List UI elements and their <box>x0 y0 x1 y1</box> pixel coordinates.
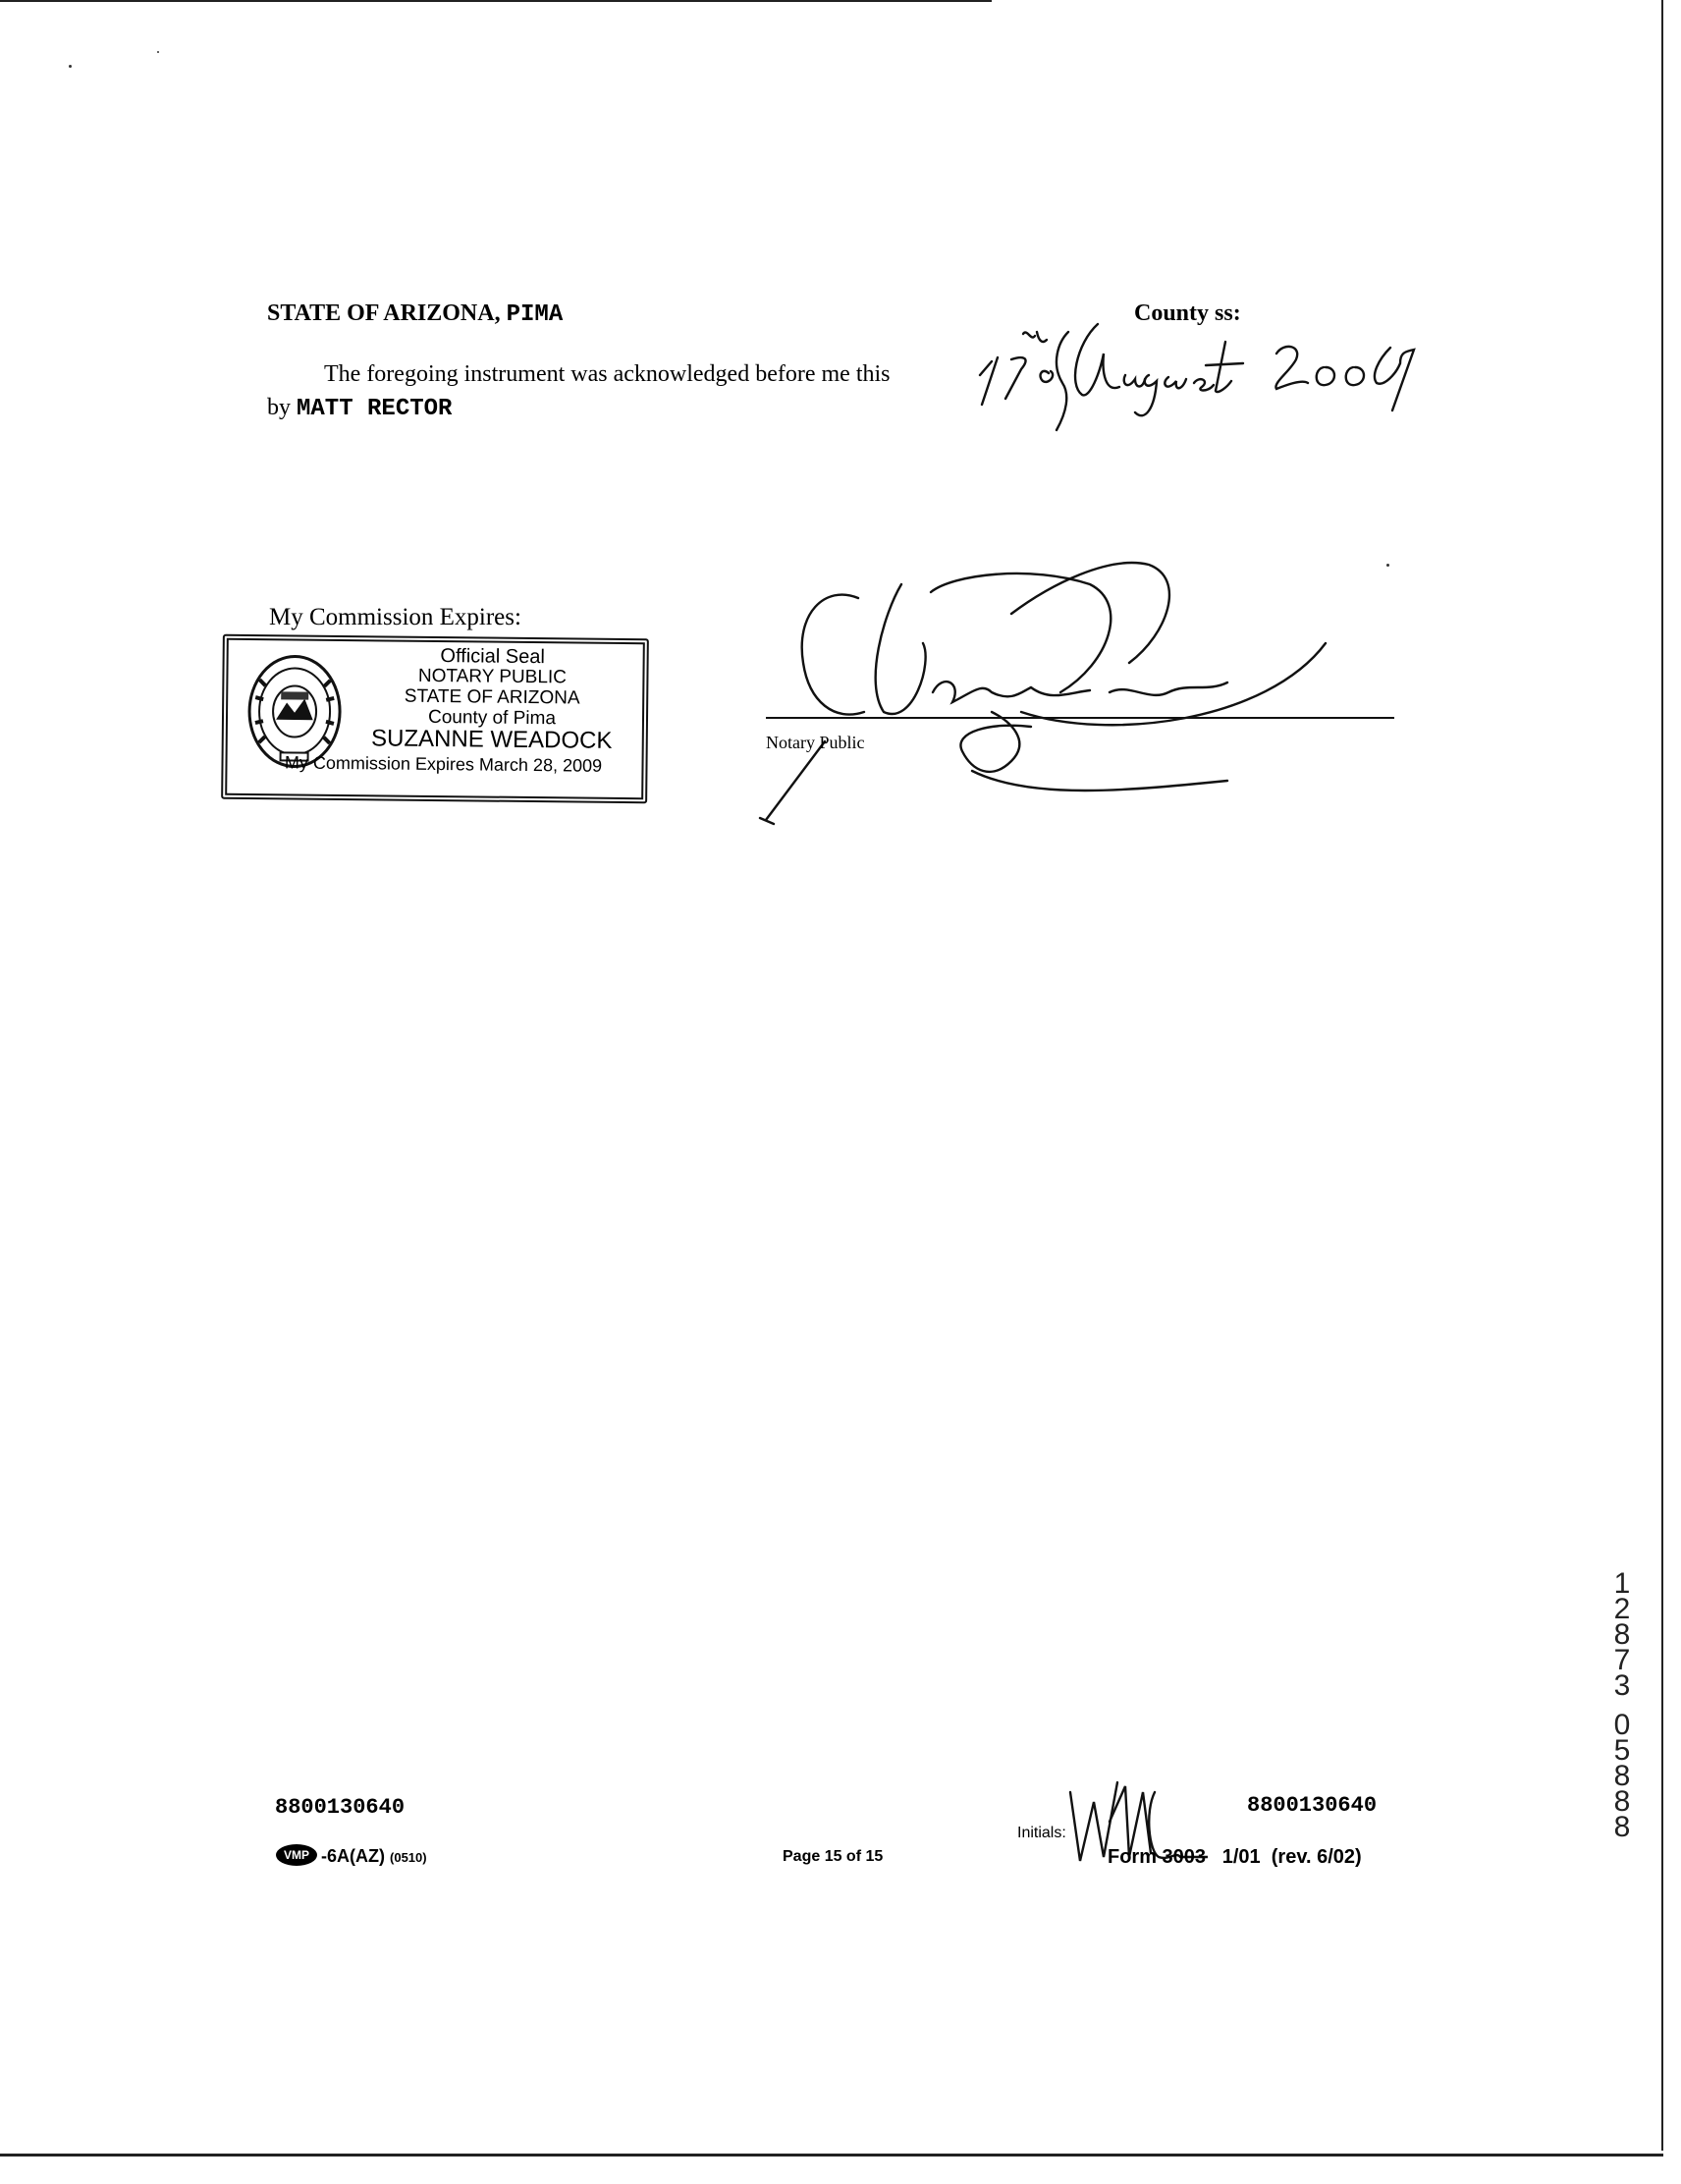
form-code-main: -6A(AZ) <box>321 1846 385 1866</box>
scan-speck <box>69 65 72 68</box>
recording-number-stamp <box>1602 1567 1642 1843</box>
scan-right-border <box>1661 0 1663 2151</box>
stamp-digit: 8 <box>1613 1811 1631 1843</box>
commission-expires-label: My Commission Expires: <box>269 604 521 630</box>
form-code-small: (0510) <box>390 1850 427 1865</box>
scan-speck <box>157 51 159 53</box>
initials-label: Initials: <box>1017 1825 1066 1841</box>
stamp-digit: 0 <box>1613 1709 1631 1741</box>
by-prefix: by <box>267 395 291 420</box>
seal-notary-public: NOTARY PUBLIC <box>417 665 568 688</box>
page-number: Page 15 of 15 <box>783 1848 884 1865</box>
stamp-digit: 2 <box>1613 1593 1631 1625</box>
stamp-digit: 5 <box>1613 1734 1631 1767</box>
scan-bottom-border <box>0 2154 1663 2157</box>
stamp-digit: 8 <box>1613 1618 1631 1651</box>
acknowledged-by <box>267 395 452 422</box>
county-name: PIMA <box>506 301 564 328</box>
seal-state: STATE OF ARIZONA <box>404 685 580 709</box>
notary-public-label: Notary Public <box>766 733 865 752</box>
acknowledgment-text: The foregoing instrument was acknowledged before me this <box>324 361 891 387</box>
vmp-logo-icon <box>275 1843 318 1869</box>
vmp-logo-text: VMP <box>283 1848 310 1862</box>
county-ss: County ss: <box>1134 300 1241 326</box>
loan-number-right: 8800130640 <box>1247 1793 1378 1818</box>
form-id: Form 3003 1/01 (rev. 6/02) <box>1108 1846 1362 1868</box>
signer-name: MATT RECTOR <box>297 396 453 422</box>
seal-notary-name: SUZANNE WEADOCK <box>370 725 613 754</box>
notary-handwritten-signature <box>717 545 1414 830</box>
stamp-digit: 8 <box>1613 1760 1631 1792</box>
stamp-digit: 1 <box>1613 1567 1631 1600</box>
stamp-digit: 8 <box>1613 1785 1631 1818</box>
handwritten-date-signature <box>952 314 1443 447</box>
notary-seal-stamp <box>221 634 649 804</box>
seal-expiration: My Commission Expires March 28, 2009 <box>284 752 603 776</box>
state-heading <box>267 300 563 328</box>
scan-top-border <box>0 0 992 2</box>
loan-number-left: 8800130640 <box>275 1795 406 1820</box>
form-code <box>321 1846 427 1867</box>
stamp-digit: 3 <box>1613 1669 1631 1702</box>
notary-signature-line <box>766 717 1394 719</box>
stamp-digit: 7 <box>1613 1644 1631 1676</box>
seal-official-seal: Official Seal <box>440 645 545 669</box>
state-name: STATE OF ARIZONA, <box>267 300 501 326</box>
seal-county: County of Pima <box>427 706 557 730</box>
